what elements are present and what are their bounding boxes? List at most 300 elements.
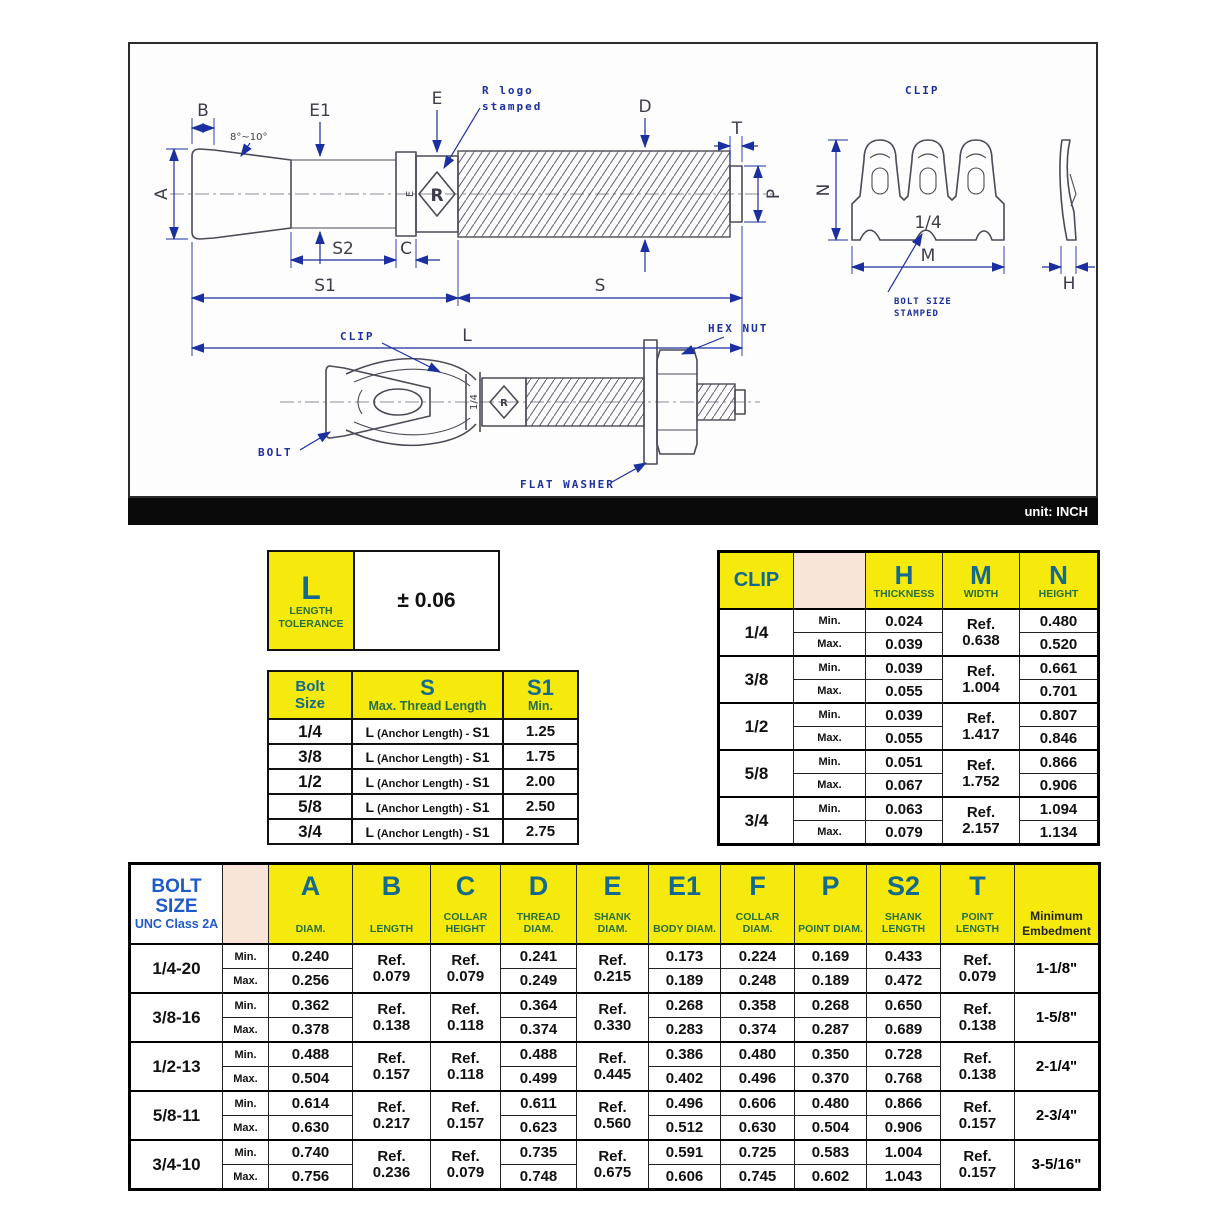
e-ref — [577, 944, 649, 993]
max-label: Max. — [794, 680, 866, 704]
p-max: 0.287 — [795, 1018, 867, 1043]
assembly-label-clip: CLIP — [340, 330, 375, 343]
a-max: 0.630 — [269, 1116, 353, 1141]
thread-row-size: 5/8 — [268, 794, 352, 819]
bolt-col-f — [721, 864, 795, 945]
c-value: 0.118 — [447, 1065, 484, 1083]
table-row — [719, 703, 1099, 727]
ref-label: Ref. — [377, 951, 406, 969]
col-letter: P — [821, 871, 840, 901]
col-letter: D — [528, 871, 549, 901]
clip-h-min: 0.024 — [866, 609, 943, 633]
a-min: 0.740 — [269, 1140, 353, 1165]
thread-formula — [352, 794, 503, 819]
formula-l: L — [365, 823, 375, 840]
formula-mid: (Anchor Length) - — [377, 752, 470, 765]
unit-bar — [128, 498, 1098, 525]
thread-formula — [352, 744, 503, 769]
dim-angle: 8°~10° — [230, 132, 268, 143]
drawing-panel — [128, 42, 1098, 498]
d-min: 0.488 — [501, 1042, 577, 1067]
thread-col-s1 — [503, 671, 578, 719]
f-min: 0.224 — [721, 944, 795, 969]
e-value: 0.215 — [593, 967, 632, 985]
e1-max: 0.512 — [649, 1116, 721, 1141]
clip-h-max: 0.067 — [866, 774, 943, 798]
clip-views — [814, 84, 1095, 319]
clip-header-h-sub: THICKNESS — [873, 587, 935, 600]
p-max: 0.189 — [795, 969, 867, 994]
formula-s1: S1 — [472, 773, 490, 790]
col-sub: SHANK LENGTH — [881, 911, 926, 935]
s2-min: 0.650 — [867, 993, 941, 1018]
e-ref — [577, 993, 649, 1042]
table-row — [130, 1042, 1100, 1067]
ref-label: Ref. — [451, 951, 480, 969]
thread-formula — [352, 719, 503, 744]
ref-label: Ref. — [963, 1147, 992, 1165]
bolt-blank-cell — [223, 864, 269, 945]
bolt-col-embedment — [1015, 864, 1100, 945]
c-ref — [431, 944, 501, 993]
clip-n-max: 0.701 — [1020, 680, 1099, 704]
formula-s1: S1 — [472, 723, 490, 740]
dim-n: N — [814, 183, 834, 197]
bolt-row-size: 5/8-11 — [130, 1091, 223, 1140]
s2-max: 0.906 — [867, 1116, 941, 1141]
table-row — [268, 719, 578, 744]
col-sub: BODY DIAM. — [653, 923, 716, 935]
unit-label: unit: INCH — [1024, 504, 1088, 519]
ref-label: Ref. — [377, 1000, 406, 1018]
c-value: 0.079 — [446, 967, 485, 985]
assembly-label-hexnut: HEX NUT — [708, 322, 769, 335]
s2-min: 0.728 — [867, 1042, 941, 1067]
c-ref — [431, 1042, 501, 1091]
tolerance-caption-2: TOLERANCE — [278, 617, 344, 630]
clip-header-m-sub: WIDTH — [963, 587, 999, 600]
col-letter: T — [969, 871, 986, 901]
thread-formula — [352, 819, 503, 844]
bolt-col-b — [353, 864, 431, 945]
ref-label: Ref. — [598, 1000, 627, 1018]
thread-row-size: 3/8 — [268, 744, 352, 769]
formula-l: L — [365, 798, 375, 815]
table-row — [130, 1140, 1100, 1165]
table-row — [130, 944, 1100, 969]
dim-s2: S2 — [332, 239, 354, 259]
b-value: 0.138 — [372, 1016, 411, 1034]
a-max: 0.756 — [269, 1165, 353, 1190]
max-label: Max. — [794, 821, 866, 845]
formula-mid: (Anchor Length) - — [377, 777, 470, 790]
d-max: 0.748 — [501, 1165, 577, 1190]
bolt-col-d — [501, 864, 577, 945]
clip-h-min: 0.051 — [866, 750, 943, 774]
formula-l: L — [365, 723, 375, 740]
table-row — [268, 794, 578, 819]
bolt-row-size: 1/2-13 — [130, 1042, 223, 1091]
clip-m-value: 0.638 — [962, 631, 1000, 649]
s2-max: 0.689 — [867, 1018, 941, 1043]
clip-n-max: 0.906 — [1020, 774, 1099, 798]
d-min: 0.611 — [501, 1091, 577, 1116]
a-max: 0.504 — [269, 1067, 353, 1092]
clip-m-ref — [943, 750, 1020, 797]
thread-col-s — [352, 671, 503, 719]
max-label: Max. — [794, 633, 866, 657]
ref-label: Ref. — [963, 1098, 992, 1116]
clip-col-m — [943, 552, 1020, 610]
clip-h-max: 0.079 — [866, 821, 943, 845]
thread-s1-value: 1.75 — [503, 744, 578, 769]
clip-view-title: CLIP — [905, 84, 940, 97]
formula-l: L — [365, 748, 375, 765]
ref-label: Ref. — [963, 951, 992, 969]
p-max: 0.370 — [795, 1067, 867, 1092]
r-logo-glyph: R — [430, 186, 444, 206]
thread-s1-value: 2.75 — [503, 819, 578, 844]
col-letter: C — [455, 871, 476, 901]
thread-header-s: S — [420, 675, 435, 700]
f-max: 0.248 — [721, 969, 795, 994]
e1-min: 0.268 — [649, 993, 721, 1018]
clip-n-max: 0.846 — [1020, 727, 1099, 751]
t-value: 0.079 — [958, 967, 997, 985]
bolt-col-s2 — [867, 864, 941, 945]
table-row — [719, 797, 1099, 821]
s2-min: 0.433 — [867, 944, 941, 969]
dim-a: A — [152, 188, 172, 200]
min-label: Min. — [794, 797, 866, 821]
ref-label: Ref. — [451, 1098, 480, 1116]
c-ref — [431, 1140, 501, 1190]
col-sub: THREAD DIAM. — [516, 911, 561, 935]
clip-stamp: 1/4 — [914, 213, 942, 233]
b-value: 0.157 — [372, 1065, 411, 1083]
min-label: Min. — [794, 656, 866, 680]
thread-row-size: 1/4 — [268, 719, 352, 744]
clip-h-min: 0.063 — [866, 797, 943, 821]
tolerance-header-cell — [268, 551, 354, 650]
anchor-bolt-diagram — [130, 44, 1096, 496]
formula-l: L — [365, 773, 375, 790]
p-max: 0.602 — [795, 1165, 867, 1190]
b-ref — [353, 1091, 431, 1140]
t-value: 0.157 — [958, 1114, 997, 1132]
ref-label: Ref. — [598, 951, 627, 969]
clip-m-ref — [943, 797, 1020, 845]
clip-header-n-sub: HEIGHT — [1038, 587, 1079, 600]
col-letter: F — [749, 871, 766, 901]
tolerance-letter: L — [301, 569, 321, 606]
e1-max: 0.402 — [649, 1067, 721, 1092]
ref-label: Ref. — [377, 1049, 406, 1067]
f-max: 0.630 — [721, 1116, 795, 1141]
ref-label: Ref. — [377, 1147, 406, 1165]
bolt-row-size: 1/4-20 — [130, 944, 223, 993]
ref-label: Ref. — [966, 709, 996, 727]
table-row — [268, 819, 578, 844]
tolerance-value: ± 0.06 — [354, 551, 499, 650]
d-max: 0.374 — [501, 1018, 577, 1043]
clip-blank-cell — [794, 552, 866, 610]
dim-p: P — [764, 188, 784, 200]
ref-label: Ref. — [966, 615, 996, 633]
p-min: 0.583 — [795, 1140, 867, 1165]
e1-min: 0.173 — [649, 944, 721, 969]
max-label: Max. — [223, 1116, 269, 1141]
e-ref — [577, 1091, 649, 1140]
rlogo-note-line1: R logo — [482, 84, 534, 97]
clip-n-max: 1.134 — [1020, 821, 1099, 845]
a-min: 0.488 — [269, 1042, 353, 1067]
clip-m-ref — [943, 609, 1020, 656]
formula-s1: S1 — [472, 748, 490, 765]
f-min: 0.606 — [721, 1091, 795, 1116]
length-tolerance-table — [267, 550, 500, 651]
thread-header-s1-sub: Min. — [528, 699, 553, 713]
t-value: 0.157 — [958, 1163, 997, 1181]
f-max: 0.745 — [721, 1165, 795, 1190]
f-max: 0.374 — [721, 1018, 795, 1043]
s2-min: 1.004 — [867, 1140, 941, 1165]
t-ref — [941, 1091, 1015, 1140]
col-letter: B — [381, 871, 402, 901]
ref-label: Ref. — [377, 1098, 406, 1116]
e-ref — [577, 1042, 649, 1091]
bolt-col-a — [269, 864, 353, 945]
col-sub: SHANK DIAM. — [593, 911, 632, 935]
dim-b: B — [197, 101, 209, 121]
clip-h-max: 0.039 — [866, 633, 943, 657]
table-row — [719, 750, 1099, 774]
min-label: Min. — [223, 993, 269, 1018]
clip-stamp-note2: STAMPED — [894, 309, 939, 319]
rlogo-note-line2: stamped — [482, 100, 543, 113]
assembly-label-washer: FLAT WASHER — [520, 478, 615, 491]
embedment-value: 2-1/4" — [1015, 1042, 1100, 1091]
b-ref — [353, 944, 431, 993]
dim-e1: E1 — [309, 101, 331, 121]
thread-header-size: Size — [294, 695, 325, 712]
dim-s: S — [594, 276, 606, 296]
clip-h-min: 0.039 — [866, 703, 943, 727]
table-row — [268, 769, 578, 794]
max-label: Max. — [223, 1067, 269, 1092]
col-sub: COLLAR HEIGHT — [443, 911, 488, 935]
embedment-value: 3-5/16" — [1015, 1140, 1100, 1190]
formula-mid: (Anchor Length) - — [377, 802, 470, 815]
clip-n-min: 0.661 — [1020, 656, 1099, 680]
p-min: 0.350 — [795, 1042, 867, 1067]
bolt-title-line1: BOLT — [151, 875, 202, 897]
col-letter: S2 — [886, 871, 921, 901]
a-min: 0.240 — [269, 944, 353, 969]
t-ref — [941, 993, 1015, 1042]
max-label: Max. — [794, 774, 866, 798]
assembled-anchor-view — [258, 322, 768, 491]
table-row — [130, 1091, 1100, 1116]
clip-n-min: 1.094 — [1020, 797, 1099, 821]
tolerance-caption-1: LENGTH — [289, 604, 333, 617]
b-value: 0.079 — [372, 967, 411, 985]
e1-max: 0.189 — [649, 969, 721, 994]
col-sub: POINT DIAM. — [798, 923, 863, 935]
c-ref — [431, 1091, 501, 1140]
max-label: Max. — [223, 969, 269, 994]
clip-m-value: 1.417 — [962, 725, 1000, 743]
e-value: 0.560 — [593, 1114, 632, 1132]
d-max: 0.249 — [501, 969, 577, 994]
max-label: Max. — [223, 1165, 269, 1190]
p-min: 0.480 — [795, 1091, 867, 1116]
assembly-r-logo: R — [500, 398, 508, 409]
table-row — [719, 656, 1099, 680]
table-row — [719, 609, 1099, 633]
a-max: 0.256 — [269, 969, 353, 994]
ref-label: Ref. — [598, 1147, 627, 1165]
bolt-row-size: 3/8-16 — [130, 993, 223, 1042]
ref-label: Ref. — [966, 662, 996, 680]
min-label: Min. — [794, 609, 866, 633]
dim-t: T — [731, 119, 743, 139]
d-min: 0.241 — [501, 944, 577, 969]
embed-header-line2: Embedment — [1022, 924, 1091, 938]
d-min: 0.364 — [501, 993, 577, 1018]
p-min: 0.169 — [795, 944, 867, 969]
t-value: 0.138 — [958, 1016, 997, 1034]
t-ref — [941, 1042, 1015, 1091]
col-letter: E1 — [667, 871, 702, 901]
bolt-row-size: 3/4-10 — [130, 1140, 223, 1190]
clip-row-size: 3/8 — [719, 656, 794, 703]
embed-header-line1: Minimum — [1030, 909, 1083, 923]
s2-max: 0.768 — [867, 1067, 941, 1092]
bolt-title-line2: SIZE — [155, 895, 198, 917]
e-value: 0.330 — [593, 1016, 632, 1034]
thread-s1-value: 2.00 — [503, 769, 578, 794]
embedment-value: 1-1/8" — [1015, 944, 1100, 993]
e-value: 0.675 — [593, 1163, 632, 1181]
assembly-label-bolt: BOLT — [258, 446, 293, 459]
max-label: Max. — [223, 1018, 269, 1043]
ref-label: Ref. — [963, 1000, 992, 1018]
e1-min: 0.386 — [649, 1042, 721, 1067]
formula-s1: S1 — [472, 823, 490, 840]
e1-max: 0.606 — [649, 1165, 721, 1190]
f-max: 0.496 — [721, 1067, 795, 1092]
thread-row-size: 3/4 — [268, 819, 352, 844]
ref-label: Ref. — [451, 1000, 480, 1018]
ref-label: Ref. — [966, 756, 996, 774]
b-ref — [353, 1140, 431, 1190]
s2-min: 0.866 — [867, 1091, 941, 1116]
c-value: 0.157 — [446, 1114, 485, 1132]
col-sub: LENGTH — [369, 923, 414, 935]
bolt-col-e — [577, 864, 649, 945]
clip-header-m: M — [970, 559, 992, 590]
assembly-clip-stamp: 1/4 — [469, 393, 480, 411]
p-min: 0.268 — [795, 993, 867, 1018]
f-min: 0.358 — [721, 993, 795, 1018]
bolt-side-view — [152, 84, 784, 356]
b-value: 0.236 — [372, 1163, 411, 1181]
b-value: 0.217 — [372, 1114, 411, 1132]
ref-label: Ref. — [966, 803, 996, 821]
dim-c: C — [400, 239, 412, 259]
ref-label: Ref. — [598, 1049, 627, 1067]
clip-h-max: 0.055 — [866, 680, 943, 704]
clip-row-size: 5/8 — [719, 750, 794, 797]
clip-col-h — [866, 552, 943, 610]
bolt-col-c — [431, 864, 501, 945]
b-ref — [353, 1042, 431, 1091]
a-min: 0.614 — [269, 1091, 353, 1116]
clip-table-title: CLIP — [719, 552, 794, 610]
col-letter: A — [300, 871, 321, 901]
d-max: 0.499 — [501, 1067, 577, 1092]
col-letter: E — [603, 871, 622, 901]
clip-row-size: 1/4 — [719, 609, 794, 656]
dim-s1: S1 — [314, 276, 336, 296]
col-sub: POINT LENGTH — [955, 911, 1000, 935]
dim-d: D — [638, 97, 652, 117]
dim-m: M — [920, 246, 936, 266]
t-ref — [941, 1140, 1015, 1190]
e1-max: 0.283 — [649, 1018, 721, 1043]
bolt-col-e1 — [649, 864, 721, 945]
clip-m-ref — [943, 703, 1020, 750]
clip-m-value: 2.157 — [962, 819, 1000, 837]
min-label: Min. — [223, 1042, 269, 1067]
f-min: 0.725 — [721, 1140, 795, 1165]
min-label: Min. — [794, 703, 866, 727]
clip-row-size: 1/2 — [719, 703, 794, 750]
col-sub: DIAM. — [295, 923, 326, 935]
clip-m-value: 1.752 — [962, 772, 1000, 790]
clip-h-min: 0.039 — [866, 656, 943, 680]
max-label: Max. — [794, 727, 866, 751]
thread-header-s-sub: Max. Thread Length — [368, 699, 487, 713]
table-row — [130, 993, 1100, 1018]
ref-label: Ref. — [451, 1049, 480, 1067]
min-label: Min. — [223, 944, 269, 969]
embedment-value: 2-3/4" — [1015, 1091, 1100, 1140]
t-ref — [941, 944, 1015, 993]
c-value: 0.118 — [447, 1016, 484, 1034]
clip-m-value: 1.004 — [962, 678, 1000, 696]
clip-row-size: 3/4 — [719, 797, 794, 845]
clip-col-n — [1020, 552, 1099, 610]
dim-l: L — [462, 326, 472, 346]
e-value: 0.445 — [593, 1065, 632, 1083]
ref-label: Ref. — [598, 1098, 627, 1116]
thread-s1-value: 2.50 — [503, 794, 578, 819]
c-value: 0.079 — [446, 1163, 485, 1181]
thread-row-size: 1/2 — [268, 769, 352, 794]
a-max: 0.378 — [269, 1018, 353, 1043]
bolt-dimensions-table — [128, 862, 1101, 1191]
min-label: Min. — [223, 1091, 269, 1116]
dim-e-small: E — [405, 190, 416, 198]
table-row — [268, 744, 578, 769]
formula-mid: (Anchor Length) - — [377, 727, 470, 740]
p-max: 0.504 — [795, 1116, 867, 1141]
e1-min: 0.496 — [649, 1091, 721, 1116]
formula-s1: S1 — [472, 798, 490, 815]
min-label: Min. — [223, 1140, 269, 1165]
